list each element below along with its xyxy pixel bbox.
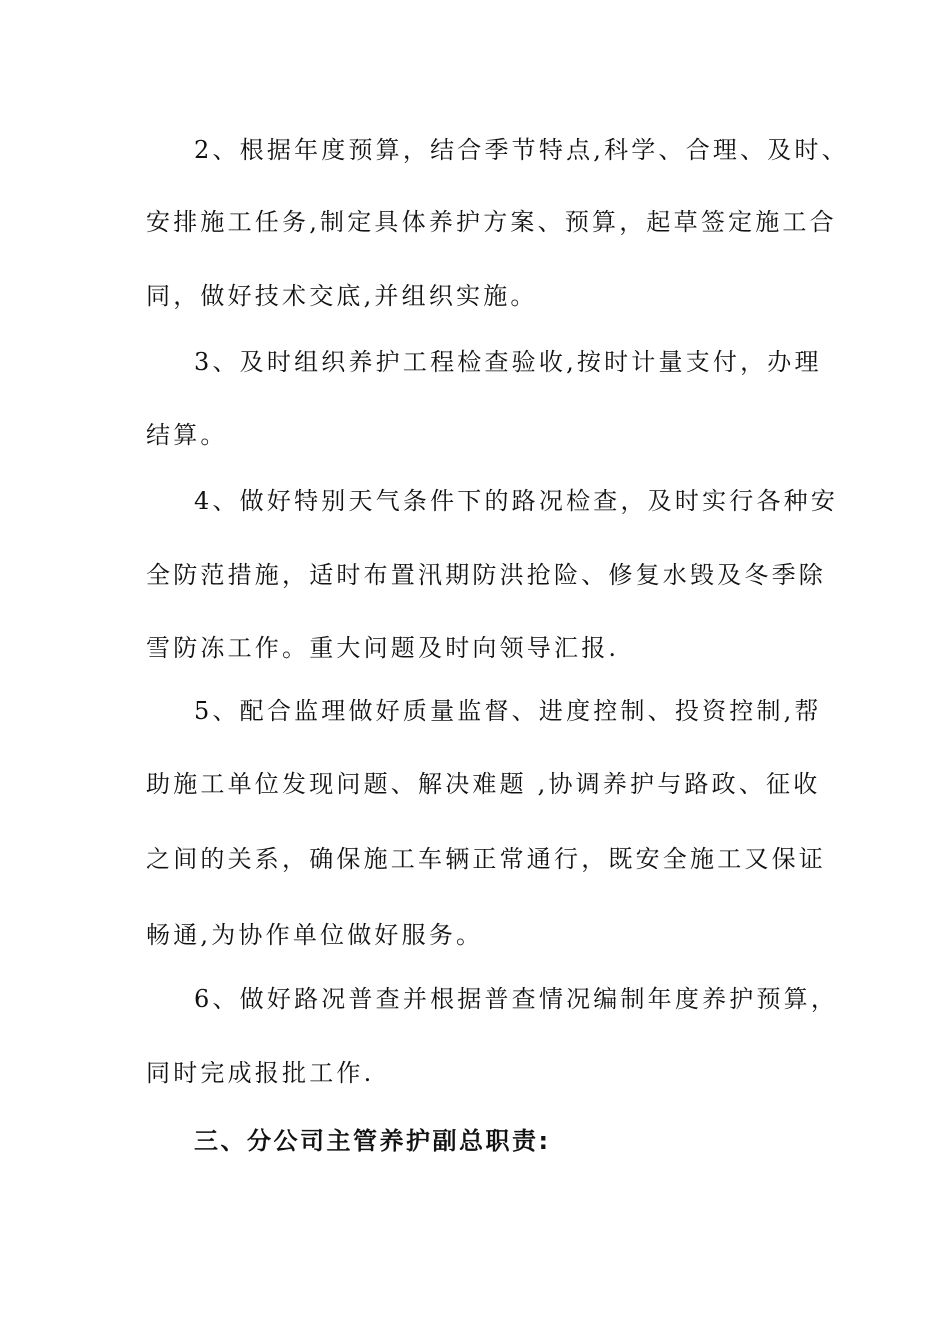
item-5-line-1: 5、配合监理做好质量监督、进度控制、投资控制,帮 bbox=[194, 697, 822, 725]
item-5-line-4: 畅通,为协作单位做好服务。 bbox=[146, 921, 484, 949]
item-6-line-1: 6、做好路况普查并根据普查情况编制年度养护预算， bbox=[194, 985, 839, 1013]
item-4-line-1: 4、做好特别天气条件下的路况检查，及时实行各种安 bbox=[194, 487, 839, 515]
item-4-line-2: 全防范措施，适时布置汛期防洪抢险、修复水毁及冬季除 bbox=[146, 561, 826, 589]
item-3-line-1: 3、及时组织养护工程检查验收,按时计量支付，办理 bbox=[194, 348, 822, 376]
item-6-line-2: 同时完成报批工作. bbox=[146, 1059, 375, 1087]
item-2-line-2: 安排施工任务,制定具体养护方案、预算，起草签定施工合 bbox=[146, 208, 837, 236]
item-2-line-1: 2、根据年度预算，结合季节特点,科学、合理、及时、 bbox=[194, 136, 849, 164]
item-3-line-2: 结算。 bbox=[146, 421, 228, 449]
section-heading: 三、分公司主管养护副总职责: bbox=[194, 1127, 551, 1155]
item-4-line-3: 雪防冻工作。重大问题及时向领导汇报. bbox=[146, 634, 620, 662]
item-2-line-3: 同，做好技术交底,并组织实施。 bbox=[146, 282, 538, 310]
item-5-line-3: 之间的关系，确保施工车辆正常通行，既安全施工又保证 bbox=[146, 845, 826, 873]
item-5-line-2: 助施工单位发现问题、解决难题 ,协调养护与路政、征收 bbox=[146, 770, 821, 798]
